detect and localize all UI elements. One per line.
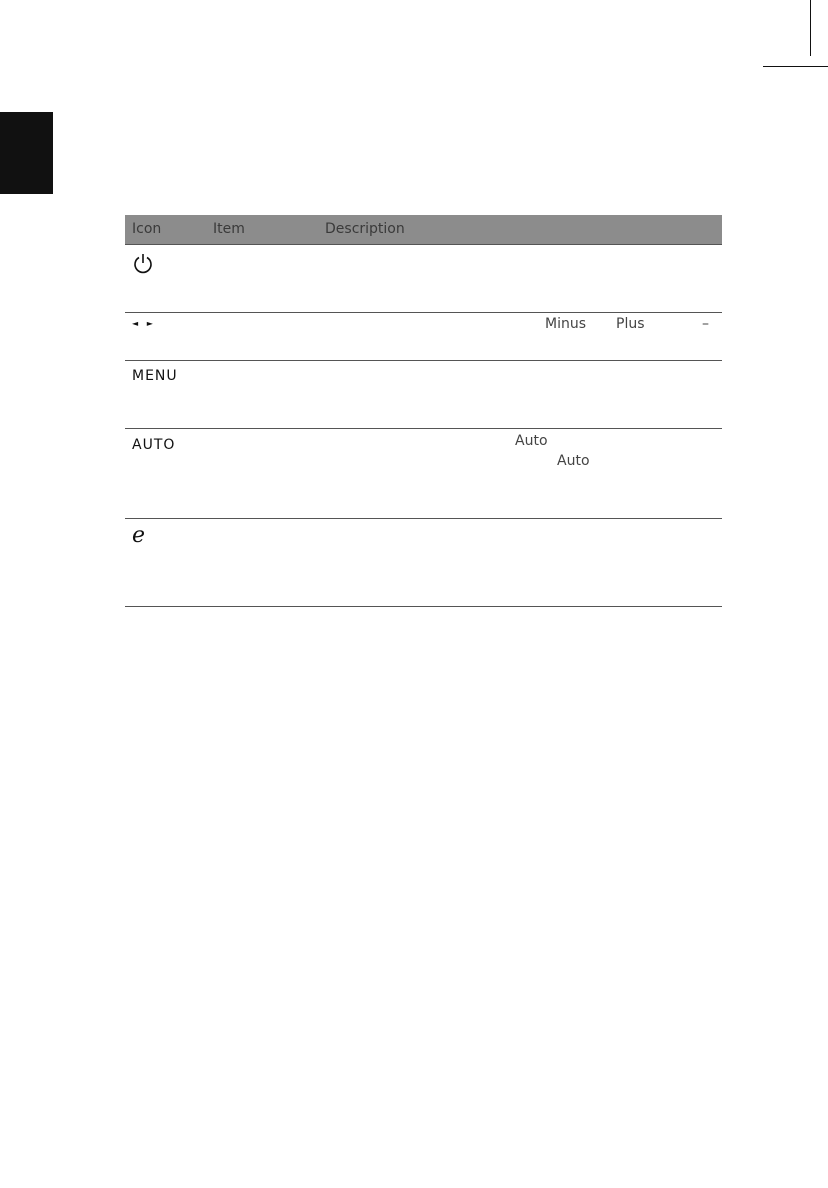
table-row — [125, 361, 722, 429]
left-right-arrows-icon: ◄ ► — [132, 319, 156, 328]
dash-label: – — [702, 316, 709, 332]
auto-icon: AUTO — [132, 437, 176, 453]
header-description: Description — [325, 221, 405, 237]
table-row — [125, 519, 722, 607]
table-row — [125, 429, 722, 519]
table-row — [125, 245, 722, 313]
power-icon — [132, 252, 154, 278]
crop-mark-vertical — [810, 0, 811, 56]
language-tab — [0, 112, 53, 194]
plus-label: Plus — [616, 316, 645, 332]
minus-label: Minus — [545, 316, 587, 332]
menu-icon: MENU — [132, 368, 178, 384]
auto-label: Auto — [557, 453, 590, 469]
table-header — [125, 215, 722, 245]
controls-table — [125, 215, 722, 607]
table-row — [125, 313, 722, 361]
header-icon: Icon — [132, 221, 162, 237]
auto-label: Auto — [515, 433, 548, 449]
header-item: Item — [213, 221, 245, 237]
crop-mark-horizontal — [763, 66, 828, 67]
e-icon: e — [132, 523, 146, 548]
